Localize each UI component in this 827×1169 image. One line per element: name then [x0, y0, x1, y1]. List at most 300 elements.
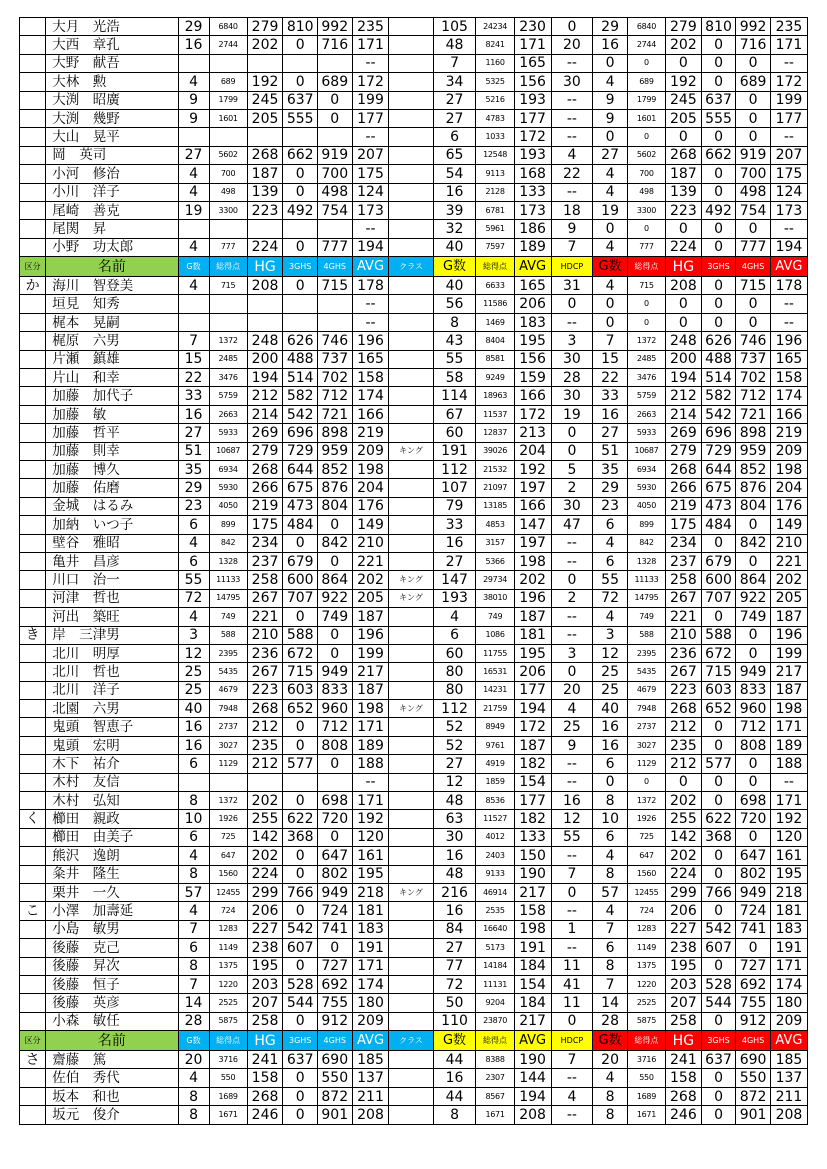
recent-cell: 8 [593, 957, 628, 975]
stat-cell: 258 [247, 1012, 283, 1030]
season-cell: 154 [514, 773, 551, 791]
recent-cell: 5602 [627, 146, 665, 164]
stat-cell: 4050 [209, 497, 247, 515]
table-row [20, 91, 808, 109]
player-name: 加藤 博久 [46, 460, 178, 478]
stat-cell: -- [352, 220, 389, 238]
recent-cell: 198 [770, 700, 807, 718]
kubun-cell [20, 1106, 46, 1124]
stat-cell: 0 [283, 957, 318, 975]
table-row [20, 1051, 808, 1069]
stat-cell: 7 [178, 332, 209, 350]
stat-cell: 0 [317, 552, 352, 570]
stat-cell: 139 [247, 183, 283, 201]
recent-cell: 949 [736, 663, 771, 681]
recent-cell: 0 [666, 128, 702, 146]
season-cell: 217 [514, 1012, 551, 1030]
recent-cell: 241 [666, 1051, 702, 1069]
recent-cell: 16 [593, 405, 628, 423]
recent-cell: 0 [736, 128, 771, 146]
recent-cell: 7 [593, 975, 628, 993]
stat-cell: 208 [352, 1106, 389, 1124]
stat-cell: 189 [352, 736, 389, 754]
stat-cell: 165 [352, 350, 389, 368]
recent-cell: 0 [701, 313, 736, 331]
kubun-cell [20, 883, 46, 901]
recent-cell: 700 [627, 165, 665, 183]
stat-cell: 209 [352, 1012, 389, 1030]
season-cell: 79 [433, 497, 476, 515]
player-name: 大月 光浩 [46, 18, 178, 36]
player-name: 大林 勲 [46, 73, 178, 91]
stat-cell: 72 [178, 589, 209, 607]
recent-cell: 0 [701, 902, 736, 920]
recent-cell: 737 [736, 350, 771, 368]
class-cell [389, 718, 433, 736]
recent-cell: 864 [736, 571, 771, 589]
stat-cell: 808 [317, 736, 352, 754]
stat-cell: 214 [247, 405, 283, 423]
stat-cell: 7 [178, 920, 209, 938]
season-cell: 7 [551, 865, 593, 883]
recent-cell: 196 [770, 626, 807, 644]
stat-cell: 269 [247, 424, 283, 442]
kubun-cell [20, 332, 46, 350]
recent-cell: 0 [736, 552, 771, 570]
recent-cell: 217 [770, 663, 807, 681]
stat-cell: 696 [283, 424, 318, 442]
stat-cell: 6 [178, 828, 209, 846]
recent-cell: 1926 [627, 810, 665, 828]
player-name: 北川 哲也 [46, 663, 178, 681]
season-cell: 2307 [476, 1069, 514, 1087]
recent-cell: 268 [666, 146, 702, 164]
table-row [20, 552, 808, 570]
season-cell: -- [551, 534, 593, 552]
table-row [20, 1069, 808, 1087]
season-cell: 16640 [476, 920, 514, 938]
stat-cell: 810 [283, 18, 318, 36]
stat-cell: 0 [317, 828, 352, 846]
stat-cell: 702 [317, 369, 352, 387]
season-cell: 16 [433, 534, 476, 552]
season-cell: -- [551, 128, 593, 146]
stat-cell: 804 [317, 497, 352, 515]
recent-cell: 214 [666, 405, 702, 423]
stat-cell: 0 [283, 736, 318, 754]
stat-cell: 8 [178, 1087, 209, 1105]
recent-cell: 8 [593, 1087, 628, 1105]
recent-cell: 192 [666, 73, 702, 91]
player-name: 河津 哲也 [46, 589, 178, 607]
stat-cell: 4 [178, 847, 209, 865]
kubun-cell: こ [20, 902, 46, 920]
table-row [20, 608, 808, 626]
recent-cell: 544 [701, 994, 736, 1012]
recent-cell: 727 [736, 957, 771, 975]
recent-cell: 219 [770, 424, 807, 442]
recent-cell: 189 [770, 736, 807, 754]
recent-cell: 2663 [627, 405, 665, 423]
stat-cell: 721 [317, 405, 352, 423]
season-cell: 184 [514, 994, 551, 1012]
stat-cell: 700 [209, 165, 247, 183]
season-cell: 1086 [476, 626, 514, 644]
stat-cell: 8 [178, 1106, 209, 1124]
header-avg: AVG [514, 1031, 551, 1051]
recent-cell: 178 [770, 277, 807, 295]
stat-cell [178, 128, 209, 146]
recent-cell: 577 [701, 755, 736, 773]
header-hdcp: HDCP [551, 257, 593, 277]
season-cell: 195 [514, 332, 551, 350]
table-row [20, 810, 808, 828]
player-name: 後藤 昇次 [46, 957, 178, 975]
season-cell: 21532 [476, 460, 514, 478]
stat-cell: 0 [283, 792, 318, 810]
stat-cell: 544 [283, 994, 318, 1012]
recent-cell: 10 [593, 810, 628, 828]
recent-cell: 20 [593, 1051, 628, 1069]
stat-cell: 724 [317, 902, 352, 920]
stat-cell: 852 [317, 460, 352, 478]
player-name: 川口 治一 [46, 571, 178, 589]
class-cell [389, 663, 433, 681]
recent-cell: 582 [701, 387, 736, 405]
player-name: 小島 敏男 [46, 920, 178, 938]
player-name: 小川 洋子 [46, 183, 178, 201]
season-cell: 165 [514, 54, 551, 72]
class-cell [389, 54, 433, 72]
recent-cell: 715 [627, 277, 665, 295]
season-cell: 182 [514, 810, 551, 828]
recent-cell: 0 [701, 183, 736, 201]
season-cell: 19 [551, 405, 593, 423]
recent-cell: 207 [770, 146, 807, 164]
class-cell [389, 128, 433, 146]
table-row [20, 405, 808, 423]
recent-cell: 195 [770, 865, 807, 883]
stat-cell: 258 [247, 571, 283, 589]
season-cell: 21097 [476, 479, 514, 497]
class-cell [389, 957, 433, 975]
recent-cell: 0 [701, 36, 736, 54]
recent-cell: 0 [736, 939, 771, 957]
stat-cell: 10687 [209, 442, 247, 460]
recent-cell: 725 [627, 828, 665, 846]
stat-cell: 174 [352, 387, 389, 405]
header-hg: HG [666, 1031, 702, 1051]
recent-cell: 218 [770, 883, 807, 901]
recent-cell: 269 [666, 424, 702, 442]
stat-cell: 0 [283, 1069, 318, 1087]
player-name: 熊沢 逸朗 [46, 847, 178, 865]
recent-cell: 194 [770, 238, 807, 256]
kubun-cell [20, 479, 46, 497]
stat-cell: 6 [178, 552, 209, 570]
season-cell: 5366 [476, 552, 514, 570]
kubun-cell [20, 109, 46, 127]
stat-cell: 1926 [209, 810, 247, 828]
season-cell: 16 [433, 1069, 476, 1087]
class-cell [389, 146, 433, 164]
recent-cell: 0 [736, 295, 771, 313]
stat-cell: 588 [209, 626, 247, 644]
stat-cell [178, 773, 209, 791]
recent-cell: 15 [593, 350, 628, 368]
recent-cell: 196 [770, 332, 807, 350]
season-cell: 197 [514, 479, 551, 497]
stat-cell: 662 [283, 146, 318, 164]
stat-cell: 211 [352, 1087, 389, 1105]
kubun-cell [20, 792, 46, 810]
stat-cell: 1601 [209, 109, 247, 127]
stat-cell: 473 [283, 497, 318, 515]
player-name: 後藤 英彦 [46, 994, 178, 1012]
stat-cell: 219 [247, 497, 283, 515]
season-cell: 206 [514, 295, 551, 313]
season-cell: 112 [433, 460, 476, 478]
season-cell: -- [551, 902, 593, 920]
stat-cell: 268 [247, 1087, 283, 1105]
stat-cell: 777 [209, 238, 247, 256]
stat-cell: 210 [352, 534, 389, 552]
season-cell: 47 [551, 516, 593, 534]
season-cell: 11527 [476, 810, 514, 828]
header-gcount: G数 [178, 1031, 209, 1051]
recent-cell: 702 [736, 369, 771, 387]
recent-cell: 209 [770, 442, 807, 460]
recent-cell: 0 [627, 313, 665, 331]
recent-cell: 268 [666, 460, 702, 478]
header-3ghs: 3GHS [701, 257, 736, 277]
header-total: 総得点 [627, 1031, 665, 1051]
table-row [20, 238, 808, 256]
header-hg: HG [666, 257, 702, 277]
stat-cell: 4 [178, 1069, 209, 1087]
recent-cell: 210 [666, 626, 702, 644]
stat-cell: 542 [283, 405, 318, 423]
recent-cell: 1220 [627, 975, 665, 993]
header-total: 総得点 [476, 1031, 514, 1051]
table-row [20, 920, 808, 938]
season-cell: 11586 [476, 295, 514, 313]
recent-cell: 0 [593, 773, 628, 791]
recent-cell: 700 [736, 165, 771, 183]
recent-cell: 267 [666, 589, 702, 607]
stat-cell: 0 [283, 183, 318, 201]
table-row [20, 828, 808, 846]
class-cell [389, 902, 433, 920]
stat-cell: 3300 [209, 201, 247, 219]
stat-cell: 550 [317, 1069, 352, 1087]
stat-cell: -- [352, 773, 389, 791]
recent-cell: 139 [666, 183, 702, 201]
recent-cell: 12 [593, 644, 628, 662]
recent-cell: 199 [770, 644, 807, 662]
stat-cell [283, 128, 318, 146]
stat-cell: 0 [317, 626, 352, 644]
stat-cell: 4 [178, 902, 209, 920]
recent-cell: 203 [666, 975, 702, 993]
stat-cell: 2395 [209, 644, 247, 662]
recent-cell: 901 [736, 1106, 771, 1124]
season-cell: 16 [433, 183, 476, 201]
class-cell [389, 36, 433, 54]
recent-cell: 0 [736, 516, 771, 534]
class-cell [389, 1069, 433, 1087]
recent-cell: 0 [701, 773, 736, 791]
stat-cell: 176 [352, 497, 389, 515]
recent-cell: 842 [627, 534, 665, 552]
player-name: 大山 晃平 [46, 128, 178, 146]
stat-cell: 14795 [209, 589, 247, 607]
season-cell: 171 [514, 36, 551, 54]
stat-cell: 0 [317, 755, 352, 773]
season-cell: 9 [551, 736, 593, 754]
player-name: 垣見 知秀 [46, 295, 178, 313]
recent-cell: 0 [593, 295, 628, 313]
stat-cell: 3716 [209, 1051, 247, 1069]
stat-cell: 8 [178, 957, 209, 975]
stat-cell: 0 [283, 1106, 318, 1124]
table-row [20, 183, 808, 201]
stat-cell: 212 [247, 718, 283, 736]
recent-cell: 528 [701, 975, 736, 993]
recent-cell: 174 [770, 387, 807, 405]
stat-cell: 3027 [209, 736, 247, 754]
recent-cell: 600 [701, 571, 736, 589]
recent-cell: 4 [593, 165, 628, 183]
stat-cell: 2744 [209, 36, 247, 54]
stat-cell [317, 220, 352, 238]
player-name: 海川 智登美 [46, 277, 178, 295]
recent-cell: 27 [593, 146, 628, 164]
recent-cell: 16 [593, 36, 628, 54]
recent-cell: 0 [701, 534, 736, 552]
season-cell: 158 [514, 902, 551, 920]
header-gcount: G数 [593, 1031, 628, 1051]
stat-cell: 555 [283, 109, 318, 127]
stat-cell [209, 54, 247, 72]
recent-cell: 0 [701, 1106, 736, 1124]
season-cell: 16 [433, 902, 476, 920]
class-cell: キング [389, 589, 433, 607]
stat-cell: 248 [247, 332, 283, 350]
recent-cell: 492 [701, 201, 736, 219]
stat-cell: 2737 [209, 718, 247, 736]
stat-cell: 8 [178, 792, 209, 810]
recent-cell: 16 [593, 718, 628, 736]
season-cell: 8404 [476, 332, 514, 350]
stat-cell: 672 [283, 644, 318, 662]
class-cell [389, 238, 433, 256]
class-cell [389, 736, 433, 754]
stat-cell: 16 [178, 36, 209, 54]
stat-cell: 29 [178, 18, 209, 36]
table-row [20, 277, 808, 295]
recent-cell: 755 [736, 994, 771, 1012]
season-cell: 67 [433, 405, 476, 423]
season-cell: 9 [551, 220, 593, 238]
table-row [20, 201, 808, 219]
recent-cell: 647 [627, 847, 665, 865]
recent-cell: 268 [666, 700, 702, 718]
season-cell: 166 [514, 497, 551, 515]
recent-cell: 542 [701, 405, 736, 423]
season-cell: -- [551, 939, 593, 957]
season-cell: 43 [433, 332, 476, 350]
player-name: 木村 弘知 [46, 792, 178, 810]
table-row [20, 847, 808, 865]
stat-cell: 241 [247, 1051, 283, 1069]
stat-cell: 11133 [209, 571, 247, 589]
recent-cell: 255 [666, 810, 702, 828]
season-cell: 5325 [476, 73, 514, 91]
kubun-cell [20, 36, 46, 54]
season-cell: 198 [514, 920, 551, 938]
stat-cell: 4 [178, 277, 209, 295]
season-cell: 105 [433, 18, 476, 36]
recent-cell: 696 [701, 424, 736, 442]
recent-cell: 5933 [627, 424, 665, 442]
class-cell [389, 939, 433, 957]
season-cell: 63 [433, 810, 476, 828]
table-row [20, 350, 808, 368]
stat-cell: 1372 [209, 332, 247, 350]
stat-cell [317, 54, 352, 72]
season-cell: -- [551, 755, 593, 773]
season-cell: 159 [514, 369, 551, 387]
stat-cell: 647 [317, 847, 352, 865]
season-cell: 8241 [476, 36, 514, 54]
recent-cell: 912 [736, 1012, 771, 1030]
stat-cell: 202 [352, 571, 389, 589]
season-cell: 0 [551, 883, 593, 901]
season-cell: 4853 [476, 516, 514, 534]
recent-cell: 6 [593, 755, 628, 773]
season-cell: 39 [433, 201, 476, 219]
season-cell: 18 [551, 201, 593, 219]
table-row [20, 73, 808, 91]
kubun-cell [20, 608, 46, 626]
recent-cell: 4 [593, 277, 628, 295]
header-avg: AVG [514, 257, 551, 277]
table-row [20, 736, 808, 754]
season-cell: 107 [433, 479, 476, 497]
stat-cell: 234 [247, 534, 283, 552]
recent-cell: 0 [593, 54, 628, 72]
kubun-cell [20, 1069, 46, 1087]
stat-cell: 210 [247, 626, 283, 644]
table-row [20, 332, 808, 350]
recent-cell: 0 [666, 773, 702, 791]
season-cell: 193 [433, 589, 476, 607]
recent-cell: 188 [770, 755, 807, 773]
season-cell: 54 [433, 165, 476, 183]
header-gcount: G数 [433, 257, 476, 277]
stat-cell: 196 [352, 626, 389, 644]
kubun-cell [20, 663, 46, 681]
recent-cell: 51 [593, 442, 628, 460]
recent-cell: 692 [736, 975, 771, 993]
stat-cell: 675 [283, 479, 318, 497]
season-cell: 0 [551, 442, 593, 460]
stat-cell: 177 [352, 109, 389, 127]
class-cell [389, 810, 433, 828]
season-cell: 6633 [476, 277, 514, 295]
stat-cell: 0 [283, 1087, 318, 1105]
